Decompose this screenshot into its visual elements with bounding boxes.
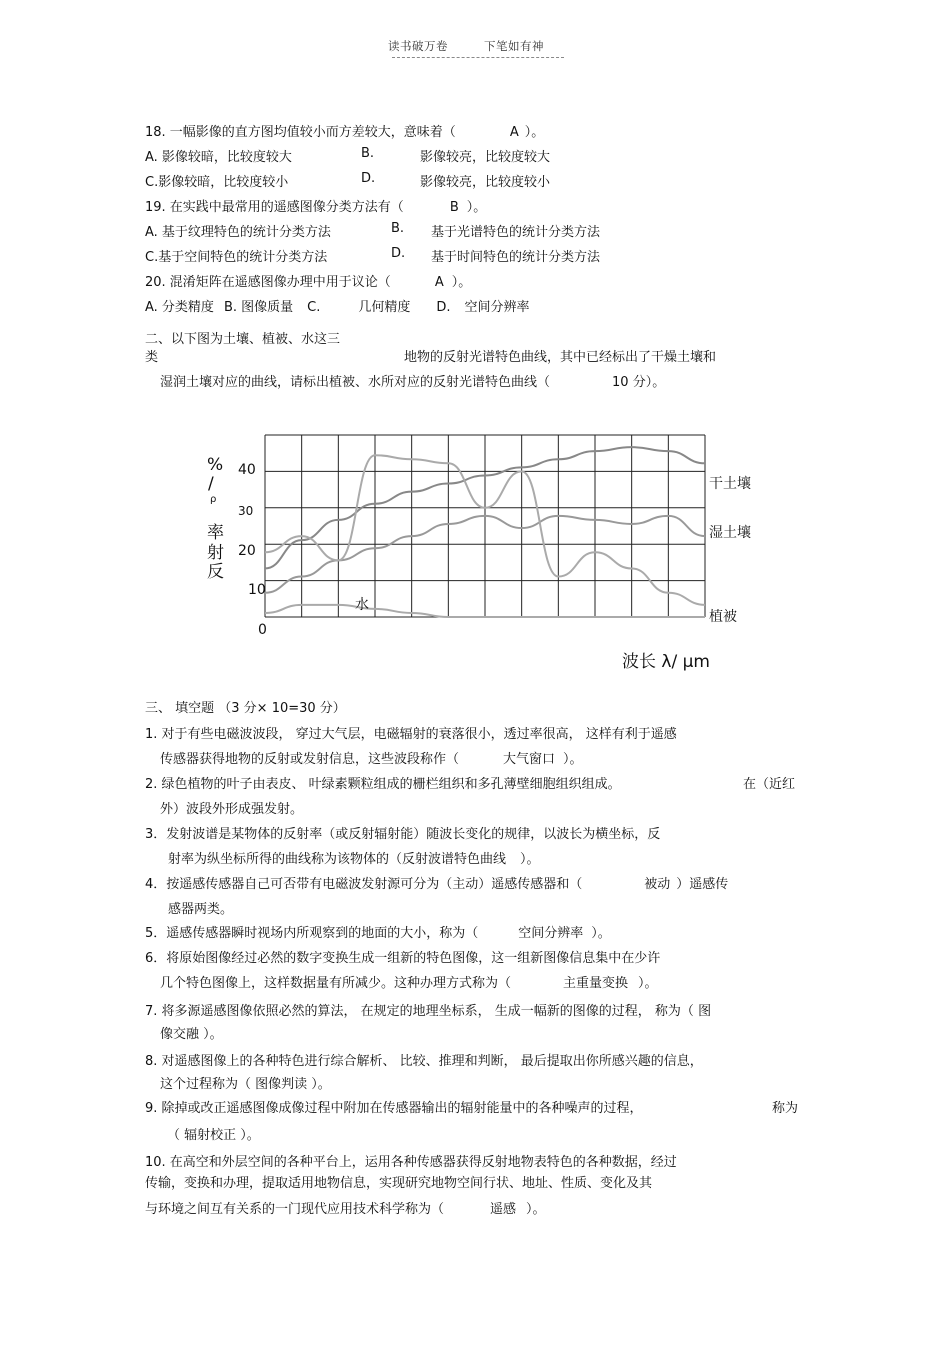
s3-q3-close: ）。 xyxy=(520,852,540,867)
y-axis-label-char: / xyxy=(208,474,214,494)
q20-option-a: A. 分类精度 xyxy=(145,300,214,315)
y-axis-label-char: 反 xyxy=(207,562,224,582)
y-tick-label: 0 xyxy=(258,622,267,638)
q19-stem-text: 19. 在实践中最常用的遥感图像分类方法有（ xyxy=(145,200,404,215)
s3-q3-line1: 3．发射波谱是某物体的反射率（或反射辐射能）随波长变化的规律，以波长为横坐标，反 xyxy=(145,827,661,842)
q18-option-b: 影像较亮，比较度较大 xyxy=(420,150,551,165)
y-axis-label-char: ρ xyxy=(210,494,217,505)
q18-option-d-key: D. xyxy=(361,171,376,186)
section3-title: 三、 填空题 （3 分× 10=30 分） xyxy=(145,701,346,716)
s3-q4-line1-text: 4．按遥感传感器自己可否带有电磁波发射源可分为（主动）遥感传感器和（ xyxy=(145,877,583,892)
s3-q1-line2 xyxy=(160,748,583,767)
y-axis-label-char: % xyxy=(207,455,224,475)
q19-close: ）。 xyxy=(466,200,487,215)
q19-option-d: 基于时间特色的统计分类方法 xyxy=(431,250,601,265)
s3-q2-line2: 外）波段外形成强发射。 xyxy=(160,802,304,817)
s3-q6-line2 xyxy=(160,972,658,991)
q18-stem-text: 18. 一幅影像的直方图均值较小而方差较大，意味着（ xyxy=(145,125,456,140)
q19-option-b-key: B. xyxy=(391,221,405,236)
s3-q7-line2: 像交融 ）。 xyxy=(160,1027,223,1042)
q20-option-c: 几何精度 xyxy=(358,300,411,315)
s3-q1-line1: 1. 对于有些电磁波波段， 穿过大气层，电磁辐射的衰落很小，透过率很高， 这样有利于遥感 xyxy=(145,727,677,742)
s3-q10-line3 xyxy=(145,1198,546,1217)
q19-option-b: 基于光谱特色的统计分类方法 xyxy=(431,225,601,240)
annotation-water: 水 xyxy=(355,597,369,613)
s3-q10-line1: 10. 在高空和外层空间的各种平台上，运用各种传感器获得反射地物表特色的各种数据，经过 xyxy=(145,1155,677,1170)
section2-line1: 二、以下图为土壤、植被、水这三 xyxy=(145,332,341,347)
q19-option-c: C.基于空间特色的统计分类方法 xyxy=(145,250,328,265)
s3-q8-line2: 这个过程称为（ 图像判读 ）。 xyxy=(160,1077,331,1092)
q20-stem-text: 20. 混淆矩阵在遥感图像办理中用于议论（ xyxy=(145,275,391,290)
s3-q7-line1: 7. 将多源遥感图像依照必然的算法， 在规定的地理坐标系， 生成一幅新的图像的过程， 称为（ 图 xyxy=(145,1004,712,1019)
q18-option-d: 影像较亮，比较度较小 xyxy=(420,175,551,190)
y-axis-label-char: 率 xyxy=(207,523,224,543)
section2-line3 xyxy=(160,371,665,390)
s3-q3-line2-text: 射率为纵坐标所得的曲线称为该物体的（反射波谱特色曲线 xyxy=(168,852,507,867)
y-tick-label: 10 xyxy=(248,582,266,598)
legend-dry-soil: 干土壤 xyxy=(709,476,751,492)
header-left: 读书破万卷 xyxy=(388,39,448,53)
q20-option-b: B. 图像质量 xyxy=(223,300,294,315)
q19-answer: B xyxy=(449,200,459,215)
s3-q4-line2: 感器两类。 xyxy=(168,902,234,917)
annotation-vegetation: 植被 xyxy=(709,609,737,625)
s3-q6-close: ）。 xyxy=(638,976,658,991)
q20-answer: A xyxy=(434,275,444,290)
s3-q9-line1a: 9. 除掉或改正遥感图像成像过程中附加在传感器输出的辐射能量中的各种噪声的过程， xyxy=(145,1101,643,1116)
header-divider xyxy=(392,57,564,58)
s3-q6-line1: 6．将原始图像经过必然的数字变换生成一组新的特色图像，这一组新图像信息集中在少许 xyxy=(145,951,661,966)
q19-stem xyxy=(145,196,486,215)
q19-option-a: A. 基于纹理特色的统计分类方法 xyxy=(145,225,331,240)
s3-q10-line2: 传输，变换和办理，提取适用地物信息，实现研究地物空间行状、地址、性质、变化及其 xyxy=(145,1176,653,1191)
s3-q4-answer: 被动 xyxy=(644,877,671,892)
y-tick-label: 30 xyxy=(238,504,254,518)
q20-option-d: 空间分辨率 xyxy=(464,300,530,315)
s3-q10-close: ）。 xyxy=(526,1202,546,1217)
s3-q6-line2-text: 几个特色图像上，这样数据量有所减少。这种办理方式称为（ xyxy=(160,976,512,991)
q20-options xyxy=(145,296,530,315)
s3-q6-answer: 主重量变换 xyxy=(563,976,629,991)
s3-q9-line2: （ 辐射校正 ）。 xyxy=(167,1128,260,1143)
s3-q3-line2 xyxy=(168,848,540,867)
x-axis-label: 波长 λ/ μm xyxy=(622,652,710,672)
y-tick-label: 20 xyxy=(238,543,256,559)
y-axis-label-char: 射 xyxy=(207,543,224,563)
y-tick-label: 40 xyxy=(238,462,256,478)
q18-answer: A xyxy=(509,125,519,140)
s3-q10-answer: 遥感 xyxy=(490,1202,517,1217)
q20-option-c-key: C. xyxy=(307,300,321,315)
q18-close: ）。 xyxy=(524,125,545,140)
s3-q4-line1-tail: ）遥感传 xyxy=(676,877,729,892)
q18-option-b-key: B. xyxy=(361,146,375,161)
q20-option-d-key: D. xyxy=(436,300,451,315)
s3-q9-line1b: 称为 xyxy=(772,1101,799,1116)
s3-q5-line1 xyxy=(145,922,611,941)
s3-q5-close: ）。 xyxy=(591,926,611,941)
header-right: 下笔如有神 xyxy=(484,39,544,53)
q18-option-a: A. 影像较暗，比较度较大 xyxy=(145,150,292,165)
s3-q8-line1: 8. 对遥感图像上的各种特色进行综合解析、 比较、推理和判断， 最后提取出你所感兴趣的信息， xyxy=(145,1054,703,1069)
page-header xyxy=(388,38,544,54)
legend-wet-soil: 湿土壤 xyxy=(709,525,751,541)
section2-line3-text: 湿润土壤对应的曲线，请标出植被、水所对应的反射光谱特色曲线（ xyxy=(160,375,551,390)
s3-q2-line1a: 2. 绿色植物的叶子由表皮、 叶绿素颗粒组成的栅栏组织和多孔薄壁细胞组织组成。 xyxy=(145,777,621,792)
s3-q1-line2-text: 传感器获得地物的反射或发射信息，这些波段称作（ xyxy=(160,752,460,767)
q19-option-d-key: D. xyxy=(391,246,406,261)
reflectance-chart xyxy=(200,425,760,675)
s3-q5-line1-text: 5．遥感传感器瞬时视场内所观察到的地面的大小，称为（ xyxy=(145,926,479,941)
q18-stem xyxy=(145,121,544,140)
s3-q1-answer: 大气窗口 xyxy=(503,752,556,767)
section2-line2a: 类 xyxy=(145,350,159,365)
q18-option-c: C.影像较暗，比较度较小 xyxy=(145,175,289,190)
s3-q1-close: ）。 xyxy=(563,752,583,767)
q20-stem xyxy=(145,271,471,290)
s3-q5-answer: 空间分辨率 xyxy=(518,926,584,941)
s3-q10-line3-text: 与环境之间互有关系的一门现代应用技术科学称为（ xyxy=(145,1202,445,1217)
s3-q4-line1 xyxy=(145,873,728,892)
section2-points: 10 分）。 xyxy=(612,375,666,390)
s3-q2-line1b: 在（近红 xyxy=(743,777,796,792)
section2-line2b: 地物的反射光谱特色曲线，其中已经标出了干燥土壤和 xyxy=(404,350,717,365)
q20-close: ）。 xyxy=(451,275,472,290)
